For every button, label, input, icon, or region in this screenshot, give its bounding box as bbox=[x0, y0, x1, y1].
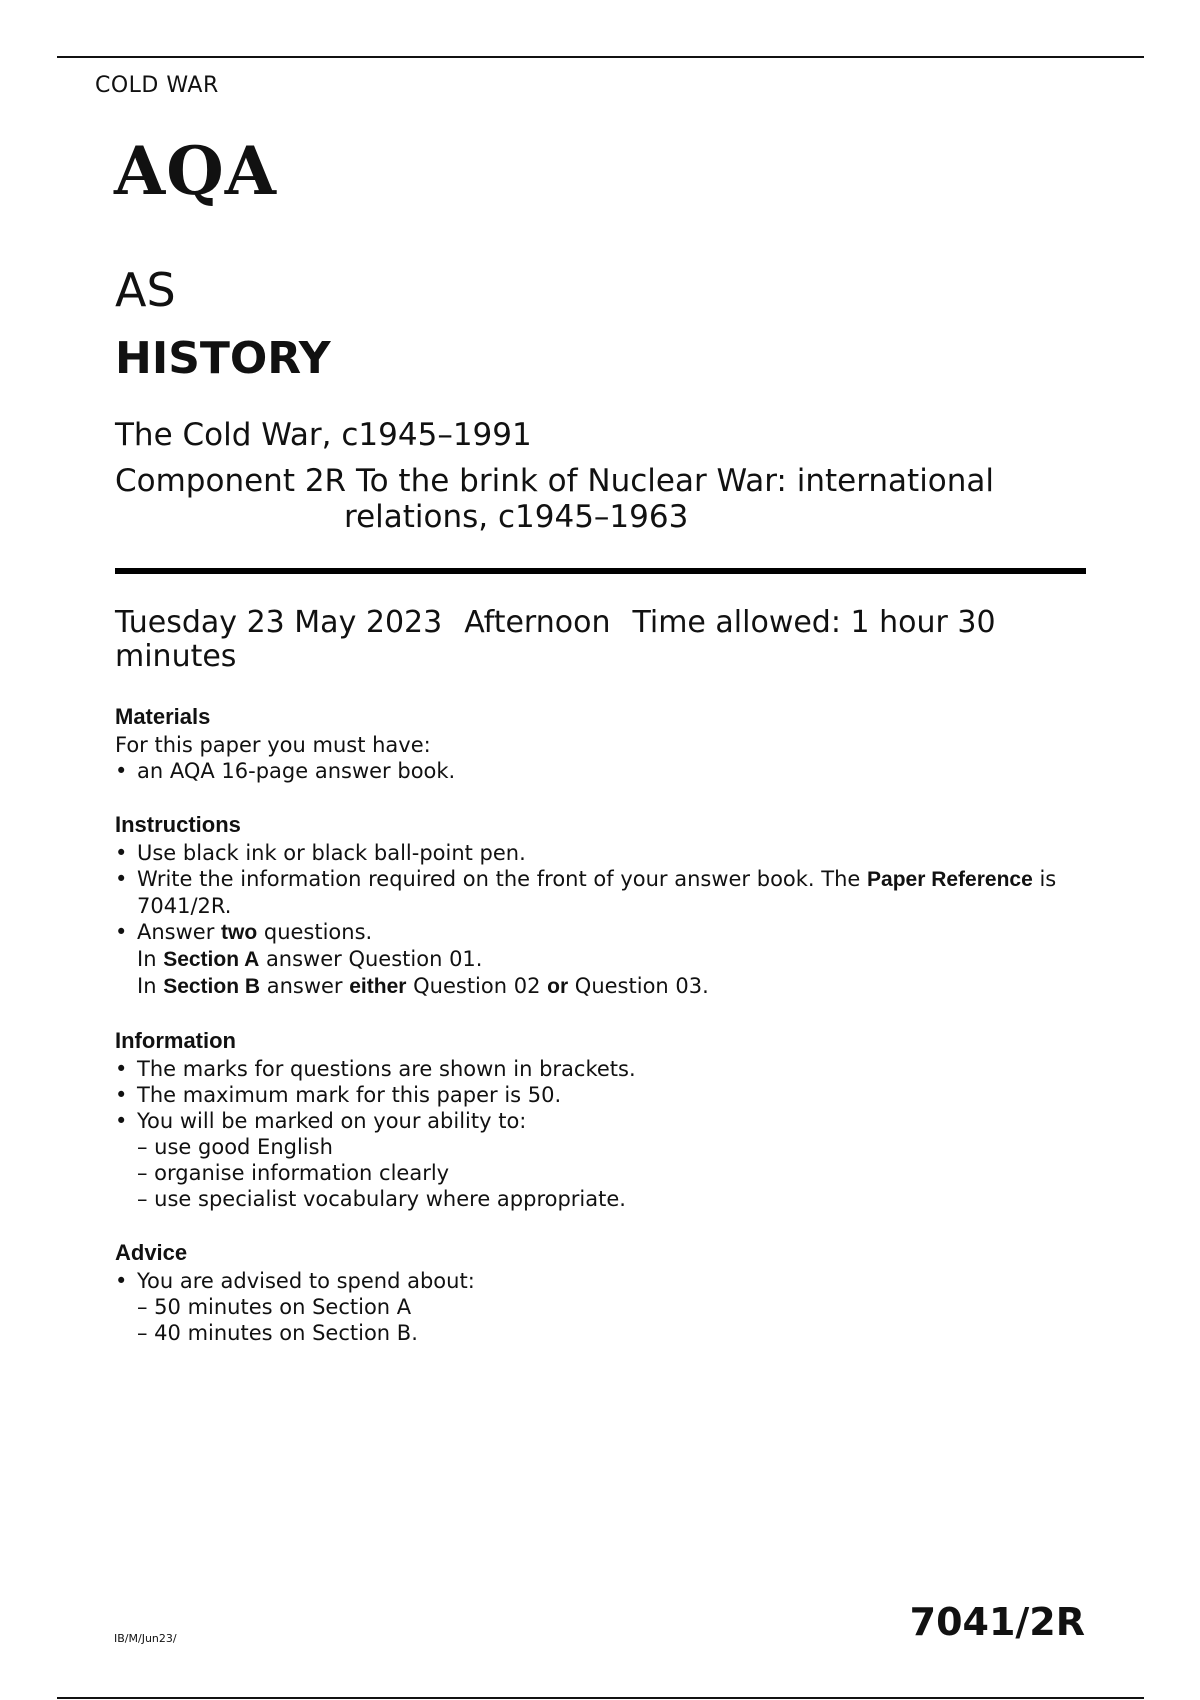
time-allowed: Time allowed: 1 hour 30 minutes bbox=[115, 605, 996, 674]
instructions-heading: Instructions bbox=[115, 812, 241, 837]
information-subitem: – organise information clearly bbox=[137, 1161, 450, 1185]
advice-item: • You are advised to spend about: bbox=[115, 1268, 1095, 1294]
component-title bbox=[115, 463, 1105, 535]
footer-reference: IB/M/Jun23/ bbox=[114, 1632, 177, 1645]
paper-code: 7041/2R bbox=[909, 1600, 1085, 1644]
title-divider bbox=[115, 568, 1086, 574]
advice-subitem: – 40 minutes on Section B. bbox=[137, 1321, 418, 1345]
subject-tag: COLD WAR bbox=[95, 73, 219, 98]
subject-title: HISTORY bbox=[115, 333, 331, 384]
instructions-section bbox=[115, 810, 1095, 1000]
instruction-item: • Write the information required on the front of your answer book. The Paper Reference is 7041/2R. bbox=[115, 866, 1095, 919]
component-line-1: Component 2R To the brink of Nuclear War: international bbox=[115, 463, 995, 499]
materials-heading: Materials bbox=[115, 704, 211, 729]
advice-subitem: – 50 minutes on Section A bbox=[137, 1295, 412, 1319]
instruction-item: • Answer two questions. bbox=[115, 919, 1095, 946]
aqa-logo: AQA bbox=[114, 132, 277, 210]
materials-item: • an AQA 16-page answer book. bbox=[115, 758, 1095, 784]
information-heading: Information bbox=[115, 1028, 236, 1053]
exam-details bbox=[115, 606, 1105, 674]
paper-instructions bbox=[115, 702, 1095, 1372]
exam-session: Afternoon bbox=[464, 605, 611, 640]
advice-heading: Advice bbox=[115, 1240, 188, 1265]
instruction-item: • Use black ink or black ball-point pen. bbox=[115, 840, 1095, 866]
exam-date: Tuesday 23 May 2023 bbox=[115, 605, 443, 640]
information-item: • You will be marked on your ability to: bbox=[115, 1108, 1095, 1134]
paper-title: The Cold War, c1945–1991 bbox=[115, 417, 532, 453]
qualification-level: AS bbox=[115, 263, 176, 317]
instruction-subitem: In Section A answer Question 01. bbox=[137, 947, 483, 971]
information-subitem: – use specialist vocabulary where appropriate. bbox=[137, 1187, 626, 1211]
advice-section bbox=[115, 1238, 1095, 1346]
information-item: • The marks for questions are shown in brackets. bbox=[115, 1056, 1095, 1082]
top-rule bbox=[57, 56, 1144, 58]
information-section bbox=[115, 1026, 1095, 1212]
information-subitem: – use good English bbox=[137, 1135, 333, 1159]
bottom-rule bbox=[57, 1697, 1144, 1699]
materials-intro: For this paper you must have: bbox=[115, 733, 431, 757]
materials-section bbox=[115, 702, 1095, 784]
information-item: • The maximum mark for this paper is 50. bbox=[115, 1082, 1095, 1108]
instruction-subitem: In Section B answer either Question 02 or Question 03. bbox=[137, 974, 709, 998]
component-line-2: relations, c1945–1963 bbox=[344, 499, 689, 535]
